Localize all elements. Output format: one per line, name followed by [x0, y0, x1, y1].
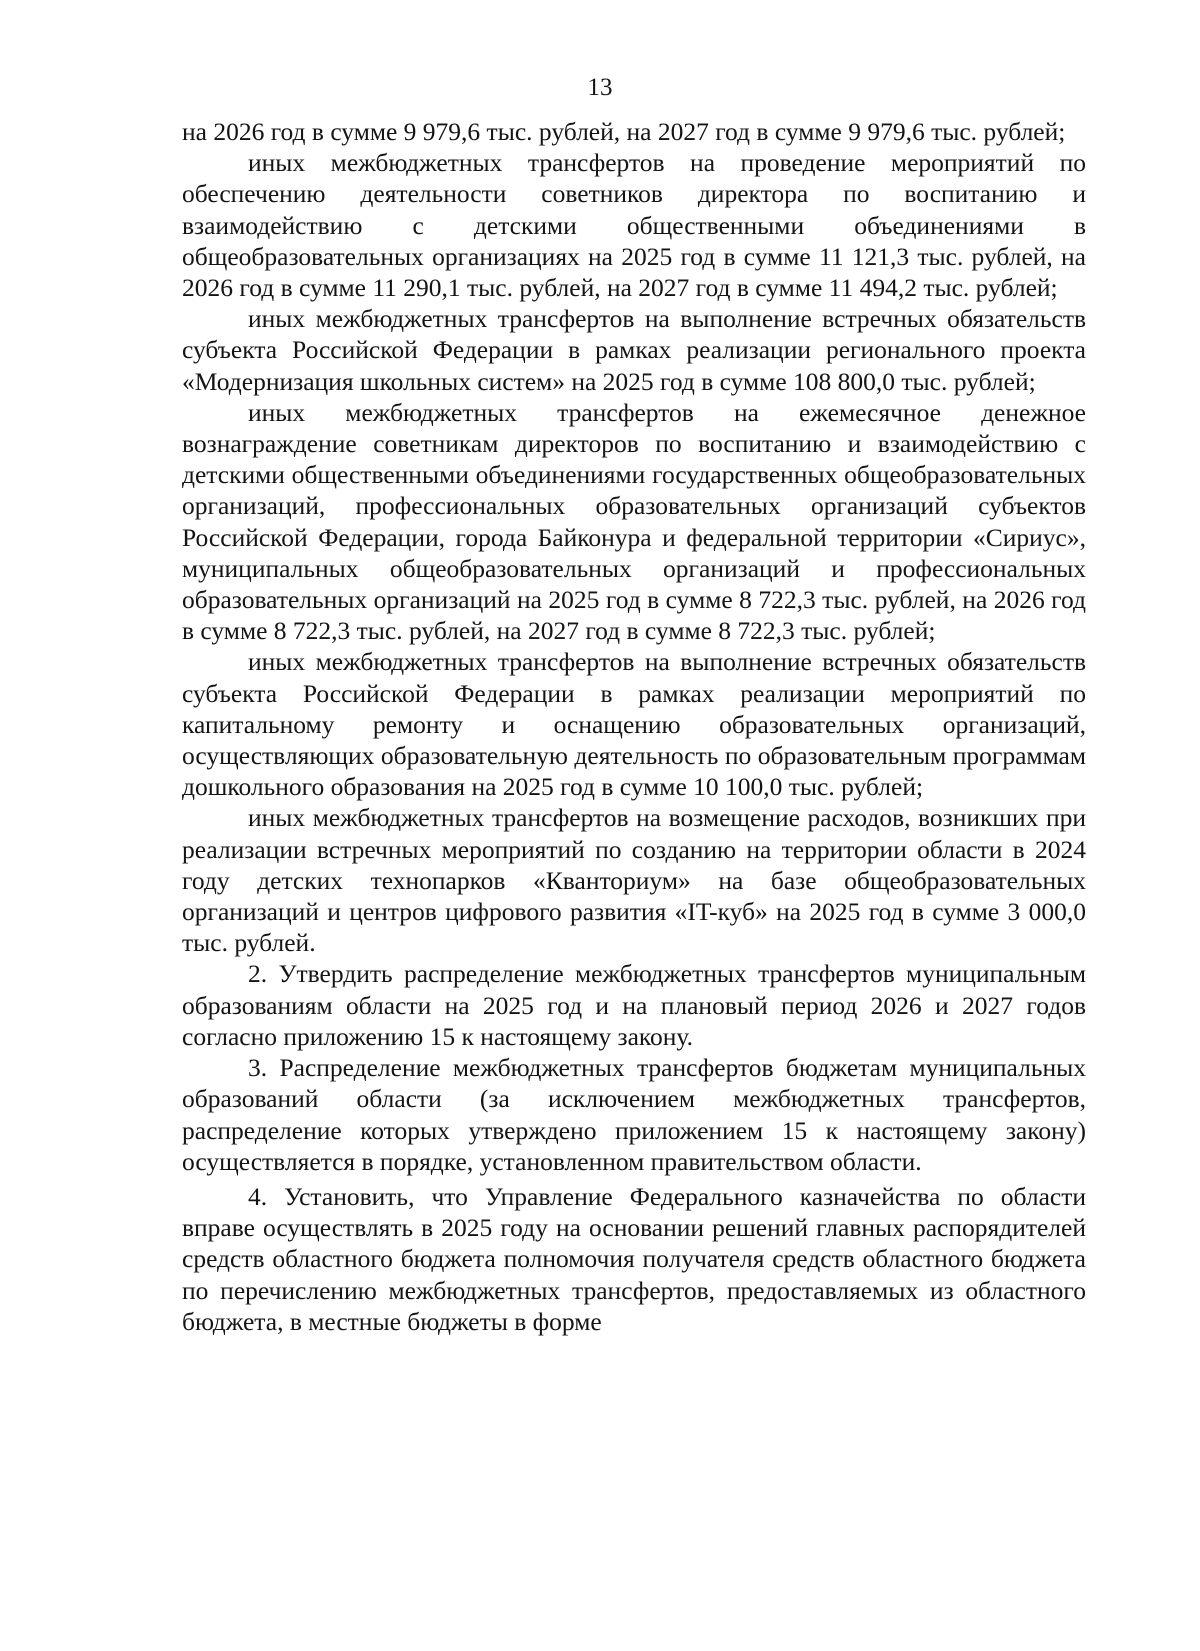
paragraph-item-2: 2. Утвердить распределение межбюджетных трансфертов муниципальным образованиям области на 2025 год и на плановый период 2026 и 2027 годов согласно приложению 15 к настоящему закону.	[182, 959, 1086, 1051]
paragraph-item-3: 3. Распределение межбюджетных трансфертов бюджетам муниципальных образований области (за исключением межбюджетных трансфертов, распределение которых утверждено приложением 15 к настоящему закону) осуществляется в порядке, установленном правительством области.	[182, 1053, 1086, 1176]
paragraph-advisors-transfers: иных межбюджетных трансфертов на проведение мероприятий по обеспечению деятельности советников директора по воспитанию и взаимодействию с детскими общественными объединениями в общеобразовательных организациях на 2025 год в сумме 11 121,3 тыс. рублей, на 2026 год в сумме 11 290,1 тыс. рублей, на 2027 год в сумме 11 494,2 тыс. рублей;	[182, 148, 1086, 303]
paragraph-kvantorium: иных межбюджетных трансфертов на возмещение расходов, возникших при реализации встречных мероприятий по созданию на территории области в 2024 году детских технопарков «Кванториум» на базе общеобразовательных организаций и центров цифрового развития «IT-куб» на 2025 год в сумме 3 000,0 тыс. рублей.	[182, 803, 1086, 958]
paragraph-monthly-remuneration: иных межбюджетных трансфертов на ежемесячное денежное вознаграждение советникам директоров по воспитанию и взаимодействию с детскими общественными объединениями государственных общеобразовательных организаций, профессиональных образовательных организаций субъектов Российской Федерации, города Байконура и федеральной территории «Сириус», муниципальных общеобразовательных организаций и профессиональных образовательных организаций на 2025 год в сумме 8 722,3 тыс. рублей, на 2026 год в сумме 8 722,3 тыс. рублей, на 2027 год в сумме 8 722,3 тыс. рублей;	[182, 397, 1086, 646]
page-number: 13	[587, 74, 613, 101]
paragraph-item-4: 4. Установить, что Управление Федерального казначейства по области вправе осуществлять в 2025 году на основании решений главных распорядителей средств областного бюджета полномочия получателя средств областного бюджета по перечислению межбюджетных трансфертов, предоставляемых из областного бюджета, в местные бюджеты в форме	[182, 1181, 1086, 1336]
paragraph-continuation: на 2026 год в сумме 9 979,6 тыс. рублей, на 2027 год в сумме 9 979,6 тыс. рублей;	[182, 117, 1066, 146]
paragraph-capital-repair: иных межбюджетных трансфертов на выполнение встречных обязательств субъекта Российской Федерации в рамках реализации мероприятий по капитальному ремонту и оснащению образовательных организаций, осуществляющих образовательную деятельность по образовательным программам дошкольного образования на 2025 год в сумме 10 100,0 тыс. рублей;	[182, 647, 1086, 802]
document-body	[182, 116, 1086, 1337]
paragraph-school-modernization: иных межбюджетных трансфертов на выполнение встречных обязательств субъекта Российской Федерации в рамках реализации регионального проекта «Модернизация школьных систем» на 2025 год в сумме 108 800,0 тыс. рублей;	[182, 304, 1086, 396]
